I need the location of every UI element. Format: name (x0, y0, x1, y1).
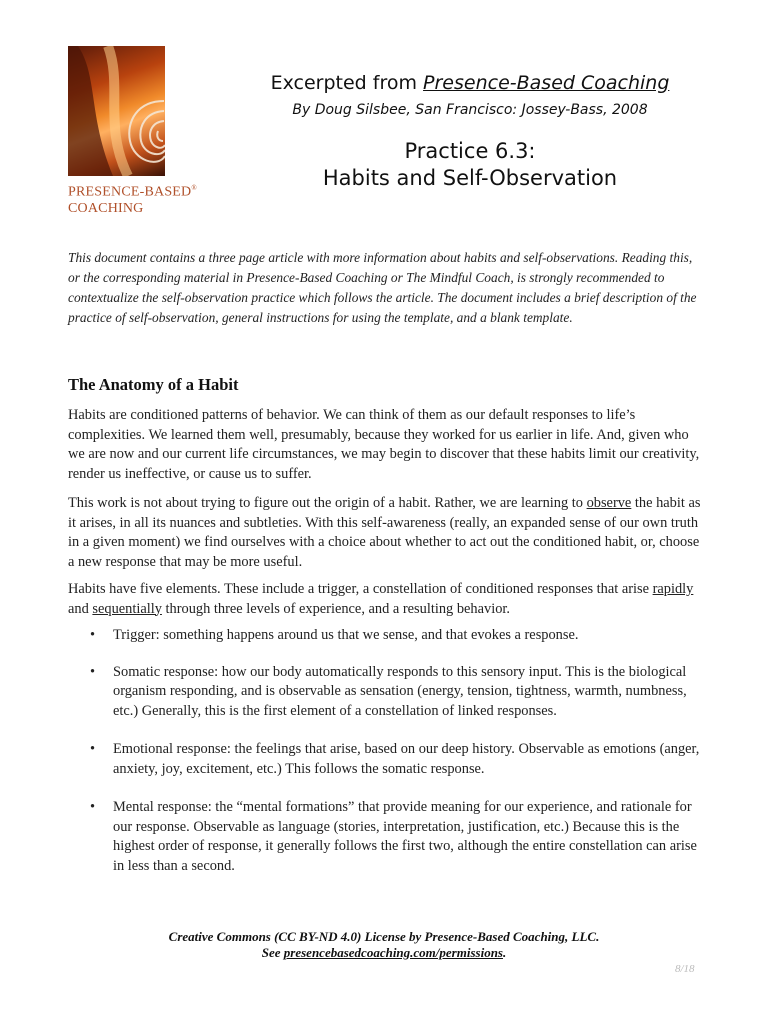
logo-line-2: COACHING (68, 200, 144, 216)
practice-number: Practice 6.3: (404, 139, 536, 163)
observe-emphasis: observe (586, 495, 632, 511)
registered-mark: ® (191, 184, 197, 192)
bullet-icon: • (90, 627, 96, 643)
spiral-shell-icon (68, 46, 165, 176)
logo-image (68, 46, 165, 176)
license-line: Creative Commons (CC BY-ND 4.0) License by Presence-Based Coaching, LLC. (168, 929, 600, 944)
excerpt-line (200, 70, 740, 96)
byline: By Doug Silsbee, San Francisco: Jossey-Bass, 2008 (292, 102, 648, 118)
bullet-icon: • (90, 663, 96, 680)
excerpt-prefix: Excerpted from (270, 72, 417, 94)
see-label: See (261, 945, 284, 960)
paragraph-2-text-a: This work is not about trying to figure out the origin of a habit. Rather, we are learning to (68, 495, 587, 511)
footer-period: . (502, 945, 507, 960)
list-item (68, 798, 708, 876)
paragraph-3 (68, 580, 708, 619)
paragraph-2-text-b: the habit as it arises, in all its nuances and subtleties. With this self-awareness (really, an expanded sense of our own truth in a given moment) we find ourselves with a choice about whether to act out the conditioned habit, or, choose a new response that may be more useful. (68, 495, 701, 570)
list-item-text: Mental response: the “mental formations” that provide meaning for our experience, and rationale for our response. Observable as language (stories, interpretation, justification, etc.) Because this is the highest order of response, it generally follows the first two, although the entire constellation can arise in less than a second. (113, 799, 697, 874)
bullet-icon: • (90, 799, 96, 815)
intro-paragraph: This document contains a three page article with more information about habits and self-observations. Reading this, or the corresponding material in Presence-Based Coaching or The Mindful Coach, is strongly recommended to contextualize the self-observation practice which follows the article. The document includes a brief description of the practice of self-observation, general instructions for using the template, and a blank template. (68, 250, 697, 325)
rapidly-emphasis: rapidly (652, 581, 694, 597)
sequentially-emphasis: sequentially (92, 600, 162, 617)
list-item-text: Somatic response: how our body automatically responds to this sensory input. This is the biological organism responding, and is observable as sensation (energy, tension, tightness, warmth, numbness, etc.) Generally, this is the first element of a constellation of linked responses. (113, 663, 687, 719)
paragraph-3-text-a: Habits have five elements. These include a trigger, a constellation of conditioned responses that arise (68, 581, 653, 597)
bullet-icon: • (90, 741, 96, 757)
logo (68, 46, 198, 217)
logo-line-1: PRESENCE-BASED (68, 184, 192, 200)
habit-elements-list (68, 626, 708, 876)
paragraph-1: Habits are conditioned patterns of behavior. We can think of them as our default responses to life’s complexities. We learned them well, presumably, because they worked for us earlier in life. And, given who we are now and our current life circumstances, we may begin to discover that these habits limit our creativity, render us ineffective, or cause us to suffer. (68, 407, 700, 482)
list-item (68, 626, 708, 646)
paragraph-3-and: and (68, 600, 93, 617)
document-header (200, 70, 740, 192)
logo-wordmark (68, 180, 198, 217)
section-title: The Anatomy of a Habit (68, 375, 239, 394)
page-number: 8/18 (675, 963, 695, 975)
list-item-text: Trigger: something happens around us that we sense, and that evokes a response. (113, 627, 579, 643)
practice-title: Habits and Self-Observation (322, 166, 618, 190)
list-item (68, 740, 708, 779)
permissions-line (0, 945, 768, 961)
permissions-link[interactable]: presencebasedcoaching.com/permissions (283, 945, 503, 960)
book-title: Presence-Based Coaching (423, 72, 670, 94)
paragraph-3-text-b: through three levels of experience, and a resulting behavior. (161, 600, 510, 617)
paragraph-2 (68, 494, 708, 572)
practice-heading (200, 138, 740, 192)
list-item-text: Emotional response: the feelings that arise, based on our deep history. Observable as emotions (anger, anxiety, joy, excitement, etc.) This follows the somatic response. (113, 741, 700, 777)
license-footer (0, 929, 768, 961)
list-item (68, 663, 708, 722)
